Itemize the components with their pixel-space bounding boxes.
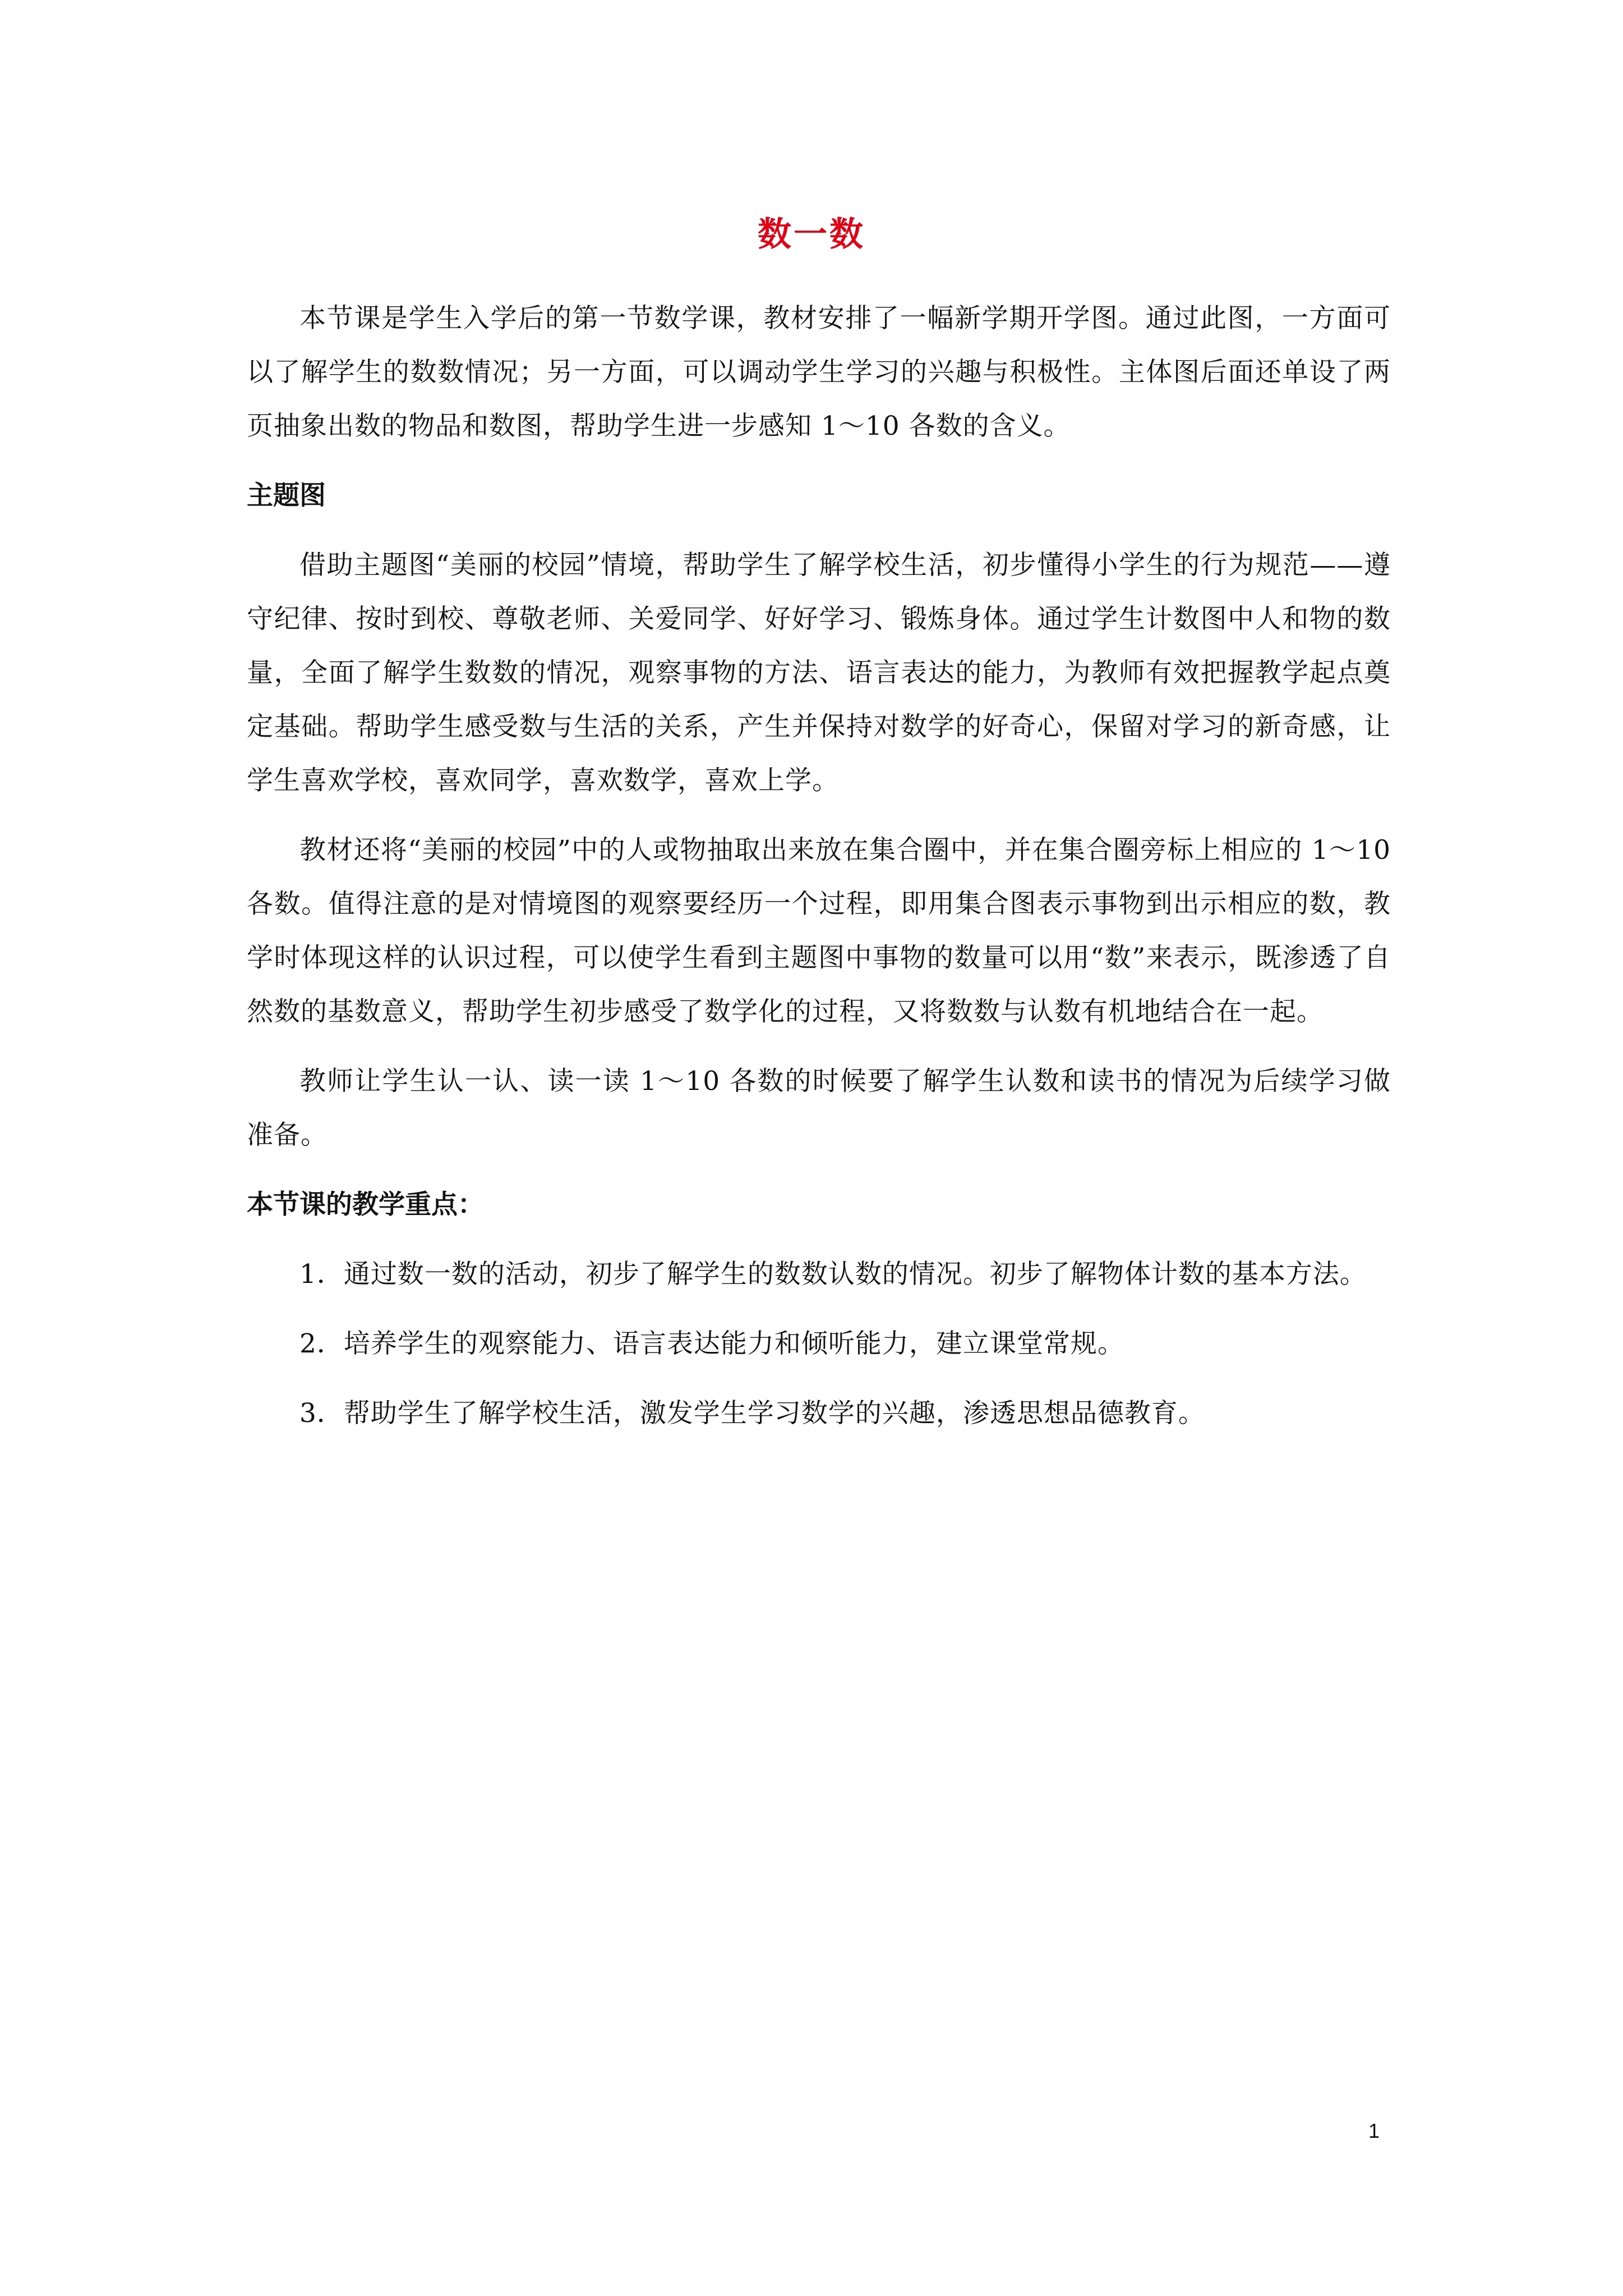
section-heading-theme-image: 主题图 <box>247 480 326 511</box>
key-point-2: 2．培养学生的观察能力、语言表达能力和倾听能力，建立课堂常规。 <box>299 1328 1124 1359</box>
key-point-1: 1．通过数一数的活动，初步了解学生的数数认数的情况。初步了解物体计数的基本方法。 <box>299 1259 1367 1290</box>
key-point-3: 3．帮助学生了解学校生活，激发学生学习数学的兴趣，渗透思想品德教育。 <box>299 1398 1205 1429</box>
theme-paragraph-2: 教材还将“美丽的校园”中的人或物抽取出来放在集合圈中，并在集合圈旁标上相应的 1～10 各数。值得注意的是对情境图的观察要经历一个过程，即用集合图表示事物到出示相应的数，教学时体现这样的认识过程，可以使学生看到主题图中事物的数量可以用“数”来表示，既渗透了自然数的基数意义，帮助学生初步感受了数学化的过程，又将数数与认数有机地结合在一起。 <box>247 835 1391 1027</box>
document-title: 数一数 <box>758 215 865 254</box>
intro-paragraph: 本节课是学生入学后的第一节数学课，教材安排了一幅新学期开学图。通过此图，一方面可以了解学生的数数情况；另一方面，可以调动学生学习的兴趣与积极性。主体图后面还单设了两页抽象出数的物品和数图，帮助学生进一步感知 1～10 各数的含义。 <box>247 303 1391 441</box>
document-body <box>247 292 1391 1456</box>
theme-paragraph-1: 借助主题图“美丽的校园”情境，帮助学生了解学校生活，初步懂得小学生的行为规范——遵守纪律、按时到校、尊敬老师、关爱同学、好好学习、锻炼身体。通过学生计数图中人和物的数量，全面了解学生数数的情况，观察事物的方法、语言表达的能力，为教师有效把握教学起点奠定基础。帮助学生感受数与生活的关系，产生并保持对数学的好奇心，保留对学习的新奇感，让学生喜欢学校，喜欢同学，喜欢数学，喜欢上学。 <box>247 550 1391 796</box>
theme-paragraph-3: 教师让学生认一认、读一读 1～10 各数的时候要了解学生认数和读书的情况为后续学习做准备。 <box>247 1066 1391 1151</box>
page-number: 1 <box>1368 2119 1380 2142</box>
section-heading-key-points: 本节课的教学重点： <box>247 1189 484 1220</box>
